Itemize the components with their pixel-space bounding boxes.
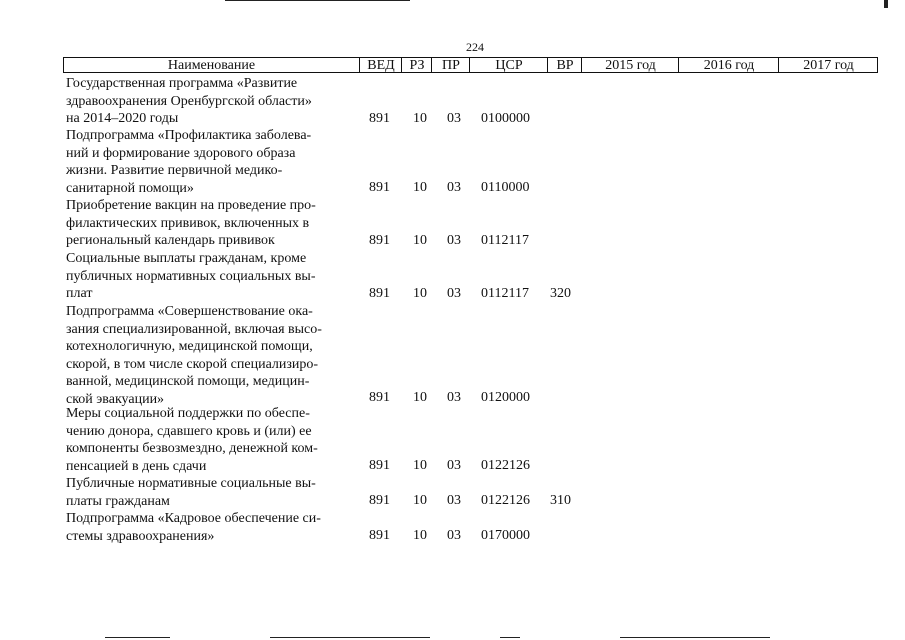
row-rz: 10 (413, 286, 427, 301)
row-pr: 03 (447, 286, 461, 301)
row-ved: 891 (369, 233, 390, 248)
row-name: Подпрограмма «Кадровое обеспечение си- стемы здравоохранения» (66, 511, 321, 544)
row-rz: 10 (413, 233, 427, 248)
row-ved: 891 (369, 180, 390, 195)
scan-edge-bottom (270, 637, 430, 638)
row-csr: 0120000 (481, 390, 530, 405)
row-pr: 03 (447, 528, 461, 543)
scan-edge-bottom (105, 637, 170, 638)
scan-edge-top (225, 0, 410, 1)
row-pr: 03 (447, 111, 461, 126)
page-number: 224 (466, 40, 484, 54)
header-2017: 2017 год (778, 58, 878, 72)
row-ved: 891 (369, 111, 390, 126)
row-csr: 0112117 (481, 286, 529, 301)
row-rz: 10 (413, 528, 427, 543)
row-csr: 0122126 (481, 493, 530, 508)
row-name: Государственная программа «Развитие здравоохранения Оренбургской области» на 2014–2020 годы (66, 76, 312, 126)
header-vr: ВР (547, 58, 582, 72)
row-rz: 10 (413, 493, 427, 508)
row-ved: 891 (369, 493, 390, 508)
row-csr: 0100000 (481, 111, 530, 126)
row-name: Подпрограмма «Профилактика заболева- ний и формирование здорового образа жизни. Развитие первичной медико- санитарной помощи» (66, 128, 312, 196)
row-pr: 03 (447, 493, 461, 508)
row-pr: 03 (447, 233, 461, 248)
header-pr: ПР (431, 58, 470, 72)
header-csr: ЦСР (469, 58, 548, 72)
row-csr: 0110000 (481, 180, 530, 195)
row-ved: 891 (369, 458, 390, 473)
scan-edge-corner (884, 0, 888, 8)
row-rz: 10 (413, 111, 427, 126)
header-name: Наименование (167, 58, 256, 73)
header-ved: ВЕД (359, 58, 402, 72)
row-name: Меры социальной поддержки по обеспе- чению донора, сдавшего кровь и (или) ее компоненты безвозмездно, денежной ком- пенсацией в день сдачи (66, 406, 318, 474)
header-2015: 2015 год (581, 58, 679, 72)
row-ved: 891 (369, 528, 390, 543)
row-pr: 03 (447, 458, 461, 473)
header-rz: РЗ (401, 58, 432, 72)
row-pr: 03 (447, 180, 461, 195)
row-vr: 320 (550, 286, 571, 301)
header-2016: 2016 год (678, 58, 779, 72)
row-vr: 310 (550, 493, 571, 508)
row-name: Приобретение вакцин на проведение про- филактических прививок, включенных в региональный календарь прививок (66, 198, 316, 248)
row-rz: 10 (413, 390, 427, 405)
scan-edge-bottom (500, 637, 520, 638)
row-rz: 10 (413, 458, 427, 473)
row-rz: 10 (413, 180, 427, 195)
row-pr: 03 (447, 390, 461, 405)
row-csr: 0170000 (481, 528, 530, 543)
row-name: Социальные выплаты гражданам, кроме публичных нормативных социальных вы- плат (66, 251, 316, 301)
row-csr: 0122126 (481, 458, 530, 473)
row-ved: 891 (369, 390, 390, 405)
scan-edge-bottom (620, 637, 770, 638)
row-csr: 0112117 (481, 233, 529, 248)
row-ved: 891 (369, 286, 390, 301)
row-name: Публичные нормативные социальные вы- платы гражданам (66, 476, 316, 509)
row-name: Подпрограмма «Совершенствование ока- зания специализированной, включая высо- котехнологичную, медицинской помощи, скорой, в том числе скорой специализиро- ванной, медицинской помощи, медицин- ской эвакуации» (66, 304, 322, 407)
table-header (63, 57, 878, 73)
